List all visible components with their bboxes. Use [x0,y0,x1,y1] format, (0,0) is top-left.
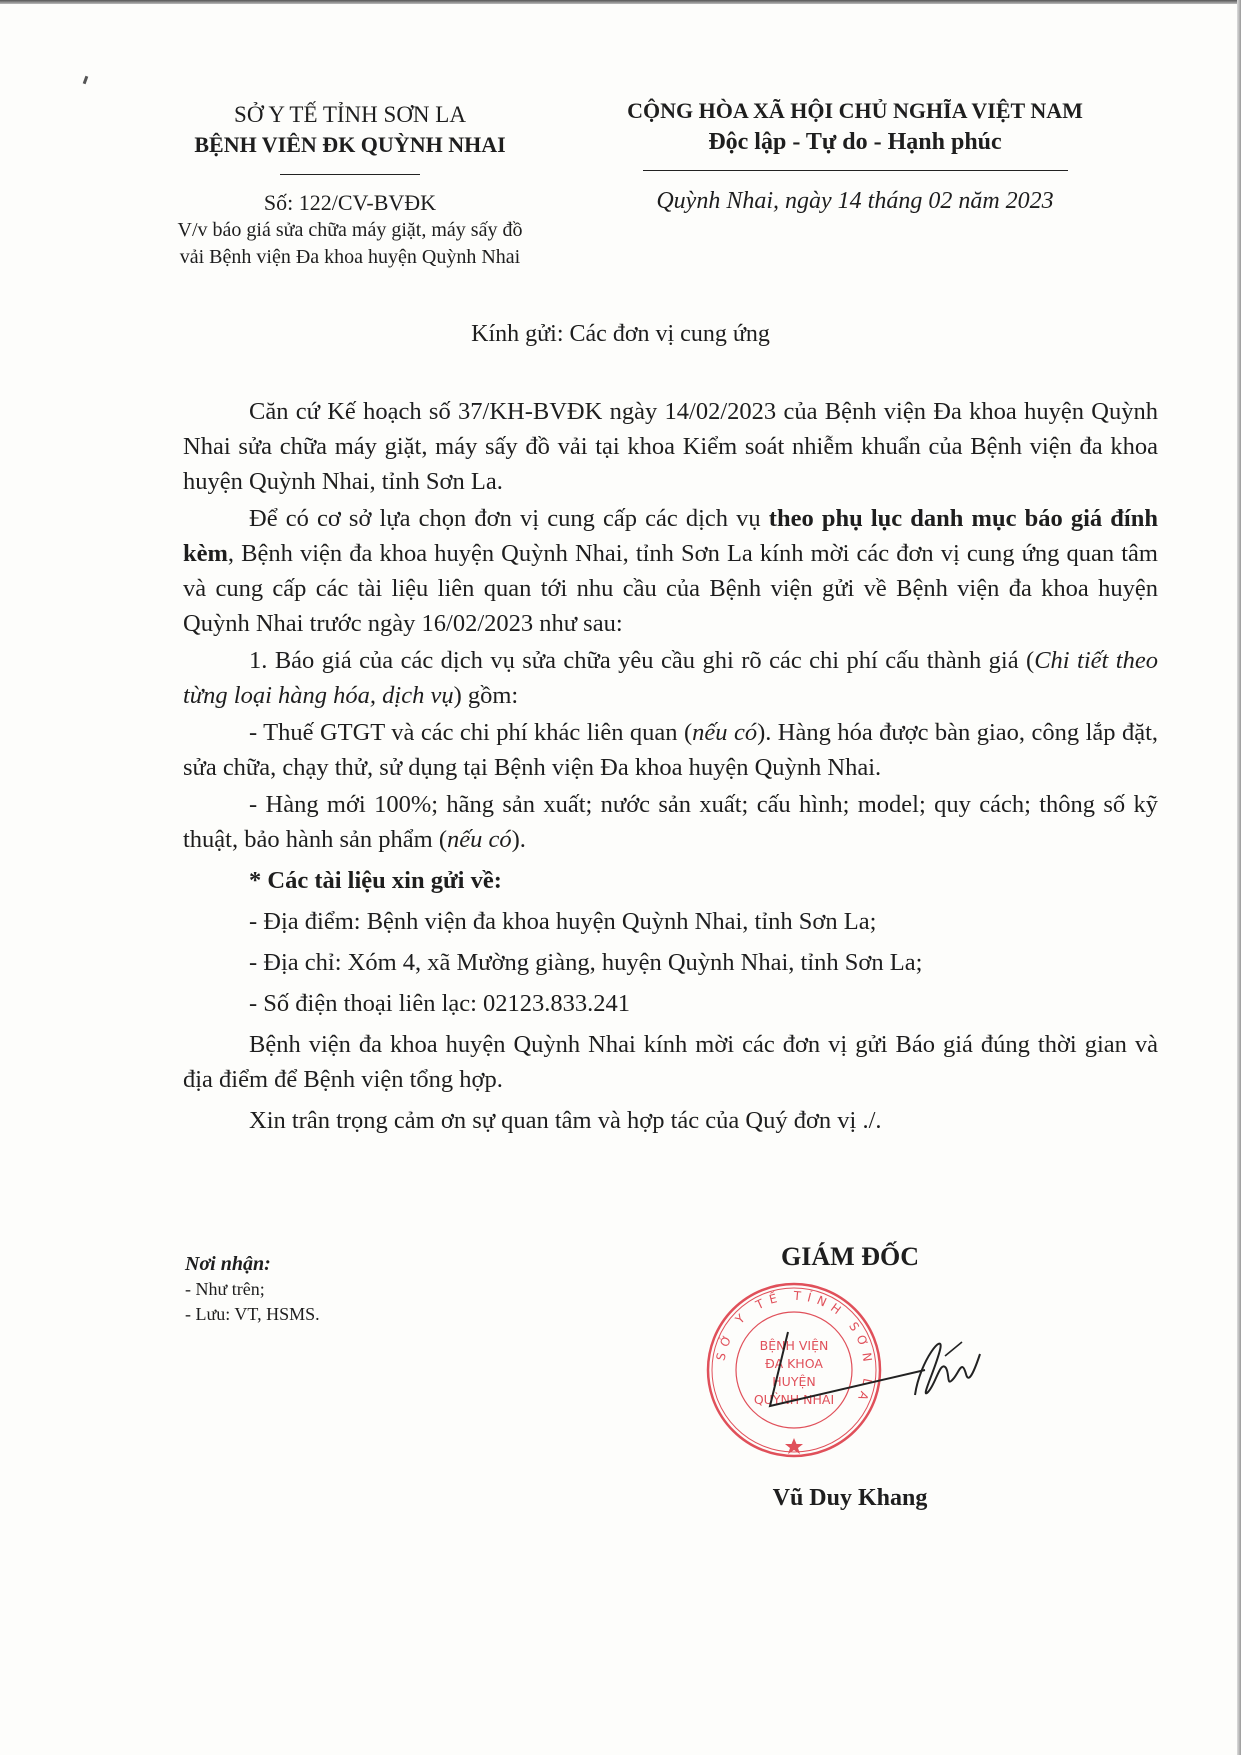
contact-phone: - Số điện thoại liên lạc: 02123.833.241 [249,990,631,1017]
documents-heading: * Các tài liệu xin gửi về: [249,867,502,894]
place-date: Quỳnh Nhai, ngày 14 tháng 02 năm 2023 [656,188,1054,214]
recipient-item: - Như trên; [185,1279,265,1299]
issuer-header [140,100,560,271]
signature-icon [740,1320,990,1440]
svg-text:BỆNH VIỆN: BỆNH VIỆN [759,1338,829,1353]
document-number: Số: 122/CV-BVĐK [263,190,437,215]
paragraph-basis: Căn cứ Kế hoạch số 37/KH-BVĐK ngày 14/02/2023 của Bệnh viện Đa khoa huyện Quỳnh Nhai sửa chữa máy giặt, máy sấy đồ vải tại khoa Kiểm soát nhiễm khuẩn của Bệnh viện đa khoa huyện Quỳnh Nhai, tỉnh Sơn La. [183,398,1158,495]
letter-body [183,394,1158,1138]
delivery-location: - Địa điểm: Bệnh viện đa khoa huyện Quỳnh Nhai, tỉnh Sơn La; [249,908,877,935]
emphasis-appendix: theo phụ lục danh mục báo giá đính kèm [183,505,1158,567]
recipients-heading: Nơi nhận: [185,1253,271,1275]
recipients-block [185,1252,320,1327]
header-divider-right [643,170,1068,171]
delivery-address: - Địa chỉ: Xóm 4, xã Mường giàng, huyện Quỳnh Nhai, tỉnh Sơn La; [249,949,923,976]
svg-text:QUỲNH NHAI: QUỲNH NHAI [753,1392,835,1407]
nation-title: CỘNG HÒA XÃ HỘI CHỦ NGHĨA VIỆT NAM [627,98,1083,123]
paragraph-invitation: Để có cơ sở lựa chọn đơn vị cung cấp các dịch vụ theo phụ lục danh mục báo giá đính kèm, Bệnh viện đa khoa huyện Quỳnh Nhai, tỉnh Sơn La kính mời các đơn vị cung ứng quan tâm và cung cấp các tài liệu liên quan tới nhu cầu của Bệnh viện gửi về Bệnh viện đa khoa huyện Quỳnh Nhai trước ngày 16/02/2023 như sau: [183,505,1158,637]
scan-edge-top [0,0,1241,4]
recipient-item: - Lưu: VT, HSMS. [185,1304,320,1324]
paragraph-specs: - Hàng mới 100%; hãng sản xuất; nước sản xuất; cấu hình; model; quy cách; thông số kỹ thuật, bảo hành sản phẩm (nếu có). [183,791,1158,853]
paragraph-request: Bệnh viện đa khoa huyện Quỳnh Nhai kính mời các đơn vị gửi Báo giá đúng thời gian và địa điểm để Bệnh viện tổng hợp. [183,1031,1158,1093]
national-motto: Độc lập - Tự do - Hạnh phúc [708,129,1002,155]
salutation: Kính gửi: Các đơn vị cung ứng [471,321,770,347]
header-divider-left [280,174,420,175]
organization-name: BỆNH VIÊN ĐK QUỲNH NHAI [194,132,506,157]
signer-name: Vũ Duy Khang [772,1485,928,1511]
paragraph-thanks: Xin trân trọng cảm ơn sự quan tâm và hợp tác của Quý đơn vị ./. [249,1107,882,1134]
subject-line-1: V/v báo giá sửa chữa máy giặt, máy sấy đồ [177,219,523,241]
parent-organization: SỞ Y TẾ TỈNH SƠN LA [234,102,466,127]
scan-edge-right [1237,0,1241,1755]
svg-text:ĐA KHOA: ĐA KHOA [765,1356,823,1371]
paragraph-item-1: 1. Báo giá của các dịch vụ sửa chữa yêu cầu ghi rõ các chi phí cấu thành giá (Chi tiết theo từng loại hàng hóa, dịch vụ) gồm: [183,647,1158,709]
national-header [585,96,1125,217]
subject-line-2: vải Bệnh viện Đa khoa huyện Quỳnh Nhai [179,246,521,268]
scan-speck [83,76,89,85]
signer-title: GIÁM ĐỐC [781,1242,919,1271]
svg-text:HUYỆN: HUYỆN [772,1374,816,1389]
paragraph-vat: - Thuế GTGT và các chi phí khác liên quan (nếu có). Hàng hóa được bàn giao, công lắp đặt, sửa chữa, chạy thử, sử dụng tại Bệnh viện Đa khoa huyện Quỳnh Nhai. [183,719,1159,781]
svg-text:SỞ Y TẾ TỈNH SƠN LA: SỞ Y TẾ TỈNH SƠN LA [713,1288,876,1408]
signature-block [700,1240,1000,1511]
